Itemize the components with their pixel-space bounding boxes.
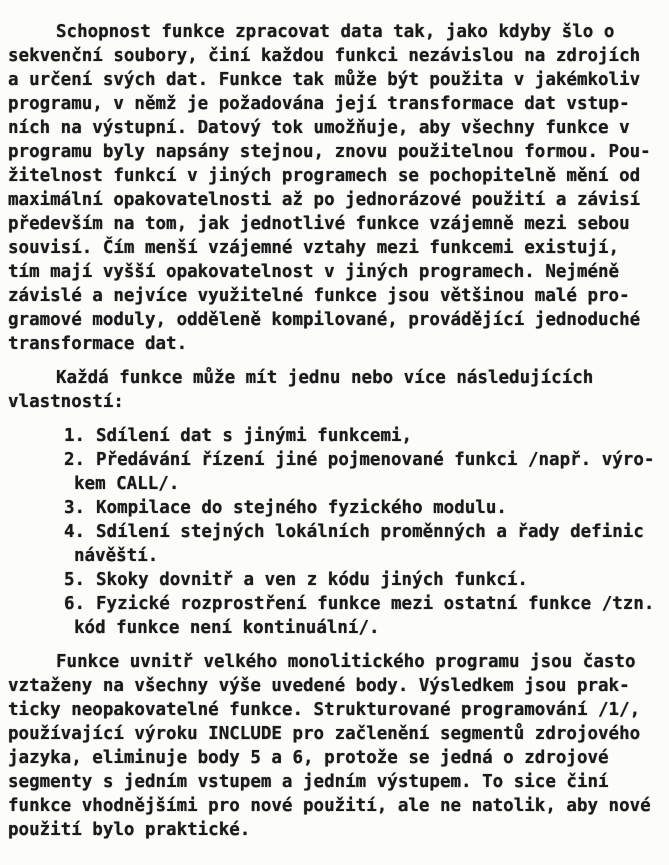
item-number: 1. xyxy=(64,426,86,446)
text-line: vlastností: xyxy=(8,392,124,412)
text-line: Skoky dovnitř a ven z kódu jiných funkcí. xyxy=(96,570,528,590)
item-number: 4. xyxy=(64,522,86,542)
text-line: kem CALL/. xyxy=(74,474,180,494)
text-line: souvisí. Čím menší vzájemné vztahy mezi funkcemi existují, xyxy=(8,238,620,258)
text-line: maximální opakovatelnosti až po jednorázové použití a závisí xyxy=(8,190,641,210)
text-line: použití bylo praktické. xyxy=(8,820,251,840)
text-line: Předávání řízení jiné pojmenované funkci /např. výro- xyxy=(96,450,655,470)
text-line: Schopnost funkce zpracovat data tak, jako kdyby šlo o xyxy=(56,22,615,42)
text-line: návěští. xyxy=(74,546,159,566)
paragraph xyxy=(8,366,665,414)
list-item xyxy=(8,496,665,520)
text-line: funkce vhodnějšími pro nové použití, ale ne natolik, aby nové xyxy=(8,796,651,816)
item-number: 2. xyxy=(64,450,86,470)
text-line: Sdílení dat s jinými funkcemi, xyxy=(96,426,413,446)
text-line: a určení svých dat. Funkce tak může být použita v jakémkoliv xyxy=(8,70,641,90)
numbered-list xyxy=(8,424,665,640)
text-line: ních na výstupní. Datový tok umožňuje, aby všechny funkce v xyxy=(8,118,630,138)
list-item xyxy=(8,568,665,592)
text-line: Fyzické rozprostření funkce mezi ostatní funkce /tzn. xyxy=(96,594,655,614)
text-line: segmenty s jedním vstupem a jedním výstupem. To sice činí xyxy=(8,772,609,792)
text-line: Sdílení stejných lokálních proměnných a řady definic xyxy=(96,522,644,542)
text-line: transformace dat. xyxy=(8,334,188,354)
text-line: kód funkce není kontinuální/. xyxy=(74,618,380,638)
text-line: gramové moduly, odděleně kompilované, provádějící jednoduché xyxy=(8,310,641,330)
text-line: Funkce uvnitř velkého monolitického programu jsou často xyxy=(56,652,636,672)
text-line: tím mají vyšší opakovatelnost v jiných programech. Nejméně xyxy=(8,262,620,282)
text-line: programu, v němž je požadována její transformace dat vstup- xyxy=(8,94,630,114)
text-line: používající výroku INCLUDE pro začlenění segmentů zdrojového xyxy=(8,724,641,744)
text-line: především na tom, jak jednotlivé funkce vzájemně mezi sebou xyxy=(8,214,630,234)
text-line: Každá funkce může mít jednu nebo více následujících xyxy=(56,368,594,388)
text-line: Kompilace do stejného fyzického modulu. xyxy=(96,498,507,518)
list-item xyxy=(8,592,665,640)
text-line: sekvenční soubory, činí každou funkci nezávislou na zdrojích xyxy=(8,46,641,66)
list-item xyxy=(8,520,665,568)
text-line: jazyka, eliminuje body 5 a 6, protože se jedná o zdrojové xyxy=(8,748,609,768)
paragraph xyxy=(8,20,665,356)
text-line: vztaženy na všechny výše uvedené body. Výsledkem jsou prak- xyxy=(8,676,630,696)
text-line: žitelnost funkcí v jiných programech se pochopitelně mění od xyxy=(8,166,641,186)
list-item xyxy=(8,424,665,448)
paragraph xyxy=(8,650,665,842)
item-number: 3. xyxy=(64,498,86,518)
text-line: programu byly napsány stejnou, znovu použitelnou formou. Pou- xyxy=(8,142,651,162)
item-number: 5. xyxy=(64,570,86,590)
list-item xyxy=(8,448,665,496)
text-line: závislé a nejvíce využitelné funkce jsou většinou malé pro- xyxy=(8,286,630,306)
text-line: ticky neopakovatelné funkce. Strukturované programování /1/, xyxy=(8,700,641,720)
item-number: 6. xyxy=(64,594,86,614)
